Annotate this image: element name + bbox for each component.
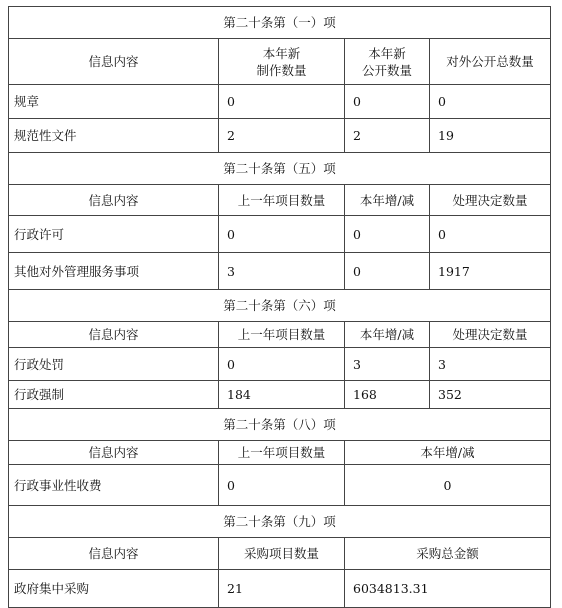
header-info-content: 信息内容 bbox=[9, 39, 219, 85]
row-name: 行政强制 bbox=[9, 381, 219, 409]
row-name: 规范性文件 bbox=[9, 119, 219, 153]
cell-value: 0 bbox=[345, 216, 430, 253]
table-row bbox=[9, 253, 551, 290]
cell-value: 2 bbox=[219, 119, 345, 153]
table-row bbox=[9, 465, 551, 506]
header-new-published: 本年新 公开数量 bbox=[345, 39, 430, 85]
header-info-content: 信息内容 bbox=[9, 185, 219, 216]
header-decision-count: 处理决定数量 bbox=[430, 322, 551, 348]
cell-value: 0 bbox=[345, 85, 430, 119]
header-purchase-count: 采购项目数量 bbox=[219, 538, 345, 570]
header-prev-year-count: 上一年项目数量 bbox=[219, 185, 345, 216]
section-title: 第二十条第（五）项 bbox=[9, 153, 551, 185]
cell-value: 0 bbox=[345, 253, 430, 290]
cell-value: 2 bbox=[345, 119, 430, 153]
header-change: 本年增/减 bbox=[345, 322, 430, 348]
header-change: 本年增/减 bbox=[345, 441, 551, 465]
cell-value: 21 bbox=[219, 570, 345, 608]
cell-value: 184 bbox=[219, 381, 345, 409]
row-name: 政府集中采购 bbox=[9, 570, 219, 608]
cell-value: 19 bbox=[430, 119, 551, 153]
section-title: 第二十条第（八）项 bbox=[9, 409, 551, 441]
cell-value: 0 bbox=[430, 216, 551, 253]
header-purchase-total: 采购总金额 bbox=[345, 538, 551, 570]
cell-value: 0 bbox=[345, 465, 551, 506]
header-change: 本年增/减 bbox=[345, 185, 430, 216]
row-name: 规章 bbox=[9, 85, 219, 119]
header-decision-count: 处理决定数量 bbox=[430, 185, 551, 216]
header-prev-year-count: 上一年项目数量 bbox=[219, 322, 345, 348]
section-20-8-table bbox=[8, 408, 551, 506]
cell-value: 352 bbox=[430, 381, 551, 409]
table-row bbox=[9, 216, 551, 253]
cell-value: 1917 bbox=[430, 253, 551, 290]
table-row bbox=[9, 119, 551, 153]
table-row bbox=[9, 570, 551, 608]
section-title: 第二十条第（六）项 bbox=[9, 290, 551, 322]
section-20-1-table bbox=[8, 6, 551, 153]
cell-value: 0 bbox=[219, 465, 345, 506]
section-20-5-table bbox=[8, 152, 551, 290]
cell-value: 0 bbox=[219, 216, 345, 253]
cell-value: 3 bbox=[345, 348, 430, 381]
section-20-6-table bbox=[8, 289, 551, 409]
section-title: 第二十条第（九）项 bbox=[9, 506, 551, 538]
row-name: 其他对外管理服务事项 bbox=[9, 253, 219, 290]
cell-value: 0 bbox=[219, 348, 345, 381]
header-info-content: 信息内容 bbox=[9, 538, 219, 570]
row-name: 行政许可 bbox=[9, 216, 219, 253]
table-row bbox=[9, 381, 551, 409]
cell-value: 3 bbox=[430, 348, 551, 381]
table-row bbox=[9, 348, 551, 381]
cell-value: 168 bbox=[345, 381, 430, 409]
header-info-content: 信息内容 bbox=[9, 441, 219, 465]
header-prev-year-count: 上一年项目数量 bbox=[219, 441, 345, 465]
cell-value: 0 bbox=[430, 85, 551, 119]
section-title: 第二十条第（一）项 bbox=[9, 7, 551, 39]
cell-value: 0 bbox=[219, 85, 345, 119]
table-row bbox=[9, 85, 551, 119]
section-20-9-table bbox=[8, 505, 551, 608]
header-info-content: 信息内容 bbox=[9, 322, 219, 348]
row-name: 行政事业性收费 bbox=[9, 465, 219, 506]
row-name: 行政处罚 bbox=[9, 348, 219, 381]
header-total-published: 对外公开总数量 bbox=[430, 39, 551, 85]
cell-value: 6034813.31 bbox=[345, 570, 551, 608]
header-new-made: 本年新 制作数量 bbox=[219, 39, 345, 85]
cell-value: 3 bbox=[219, 253, 345, 290]
disclosure-document bbox=[8, 6, 550, 608]
